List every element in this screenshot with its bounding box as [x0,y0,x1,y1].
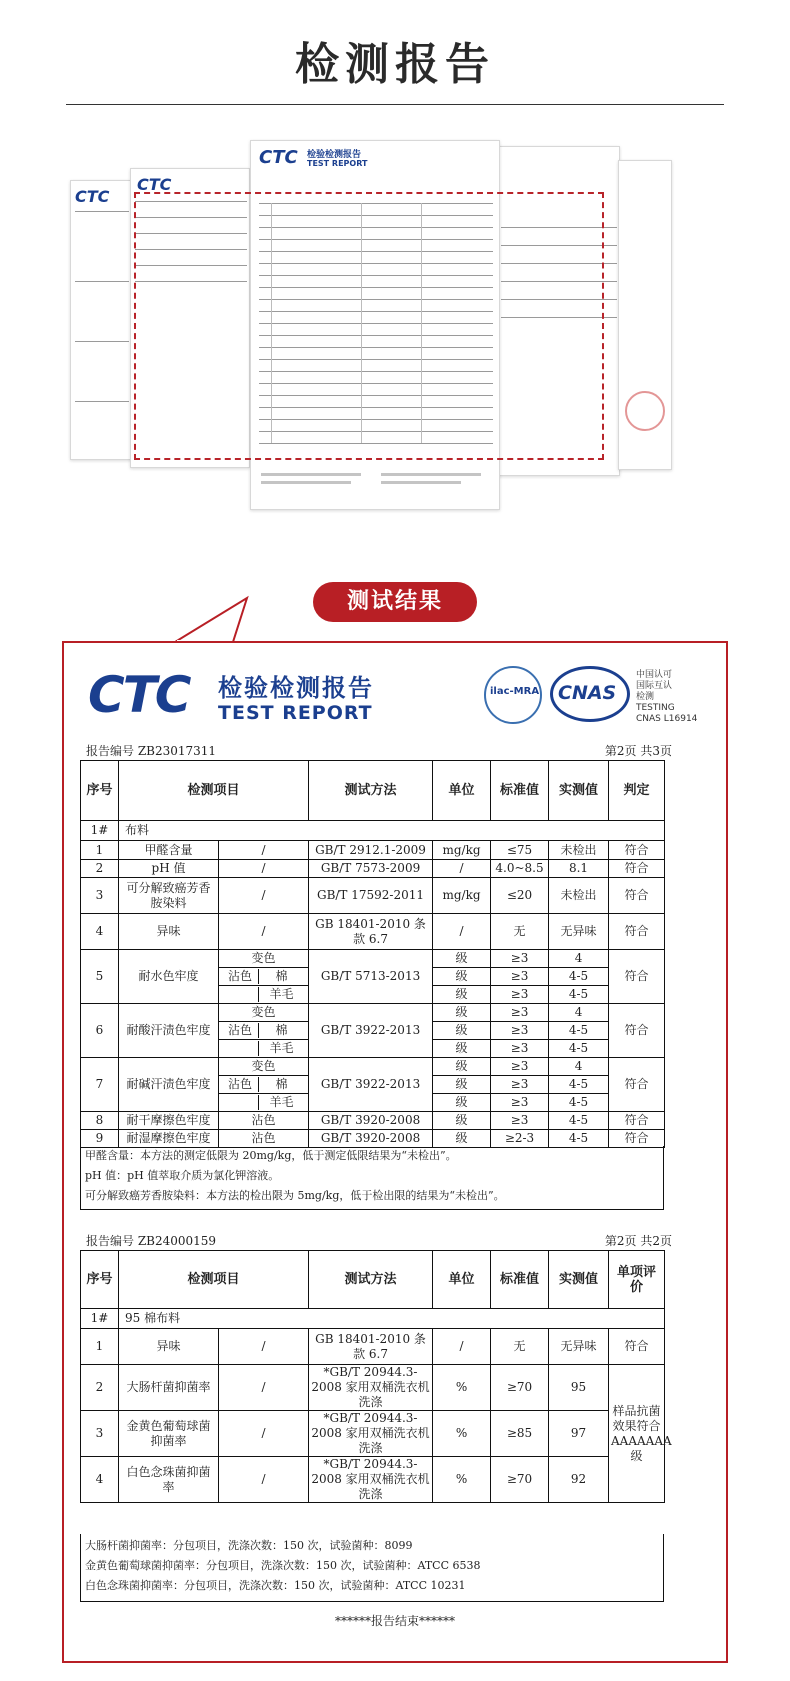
table-row: 沾色 棉 级 ≥3 4-5 [81,968,665,986]
table-row: 6 耐酸汗渍色牢度 变色 GB/T 3922-2013 级 ≥3 4 符合 [81,1004,665,1022]
callout-tail [175,592,315,644]
table-row: 羊毛 级 ≥3 4-5 [81,1040,665,1058]
cnas-side-text: 中国认可 国际互认 检测 TESTING CNAS L16914 [636,670,698,724]
table-row: 4 白色念珠菌抑菌率 / *GB/T 20944.3-2008 家用双桶洗衣机洗涤 % ≥70 92 [81,1457,665,1503]
preview-sheet-2: CTC [130,168,250,468]
logo-en-title: TEST REPORT [218,702,373,724]
report2-table [80,1250,672,1503]
logo-cn-title: 检验检测报告 [218,674,374,702]
table-row: 5 耐水色牢度 变色 GB/T 5713-2013 级 ≥3 4 符合 [81,950,665,968]
ctc-logo: CTC [88,666,190,724]
report1-group-row: 1# 布料 [81,821,665,841]
cnas-label: CNAS [558,682,617,704]
report2-header-row: 序号 检测项目 测试方法 单位 标准值 实测值 单项评价 [81,1251,665,1309]
table-row: 2 大肠杆菌抑菌率 / *GB/T 20944.3-2008 家用双桶洗衣机洗涤 % ≥70 95 样品抗菌效果符合AAAAAAA级 [81,1365,665,1411]
results-pill: 测试结果 [313,582,477,622]
report-logo-row [88,666,708,736]
table-row: 2 pH 值 / GB/T 7573-2009 / 4.0~8.5 8.1 符合 [81,860,665,878]
table-row: 7 耐碱汗渍色牢度 变色 GB/T 3922-2013 级 ≥3 4 符合 [81,1058,665,1076]
report2-notes: 大肠杆菌抑菌率：分包项目，洗涤次数：150 次，试验菌种：8099 金黄色葡萄球菌抑菌率：分包项目，洗涤次数：150 次，试验菌种：ATCC 6538 白色念珠菌抑菌率：分包项目，洗涤次数：150 次，试验菌种：ATCC 10231 [80,1534,664,1602]
table-row: 沾色 棉 级 ≥3 4-5 [81,1076,665,1094]
table-row: 羊毛 级 ≥3 4-5 [81,1094,665,1112]
preview-sheet-main: CTC 检验检测报告 TEST REPORT [250,140,500,510]
ilac-mra-label: ilac-MRA [490,686,540,697]
table-row: 9 耐湿摩擦色牢度 沾色 GB/T 3920-2008 级 ≥2-3 4-5 符合 [81,1130,665,1148]
report1-number: 报告编号 ZB23017311 [86,744,217,758]
table-row: 4 异味 / GB 18401-2010 条款 6.7 / 无 无异味 符合 [81,914,665,950]
table-row: 3 可分解致癌芳香胺染料 / GB/T 17592-2011 mg/kg ≤20 未检出 符合 [81,878,665,914]
table-row: 羊毛 级 ≥3 4-5 [81,986,665,1004]
table-row: 3 金黄色葡萄球菌抑菌率 / *GB/T 20944.3-2008 家用双桶洗衣机洗涤 % ≥85 97 [81,1411,665,1457]
preview-highlight-frame [134,192,604,460]
report2-number: 报告编号 ZB24000159 [86,1234,217,1248]
report1-table [80,760,665,1148]
table-row: 沾色 棉 级 ≥3 4-5 [81,1022,665,1040]
table-row: 1 异味 / GB 18401-2010 条款 6.7 / 无 无异味 符合 [81,1329,665,1365]
preview-sheet-5 [618,160,672,470]
report1-header [86,742,672,758]
report2-header [86,1232,672,1248]
report-end-line: ******报告结束****** [334,1614,455,1628]
table-row: 8 耐干摩擦色牢度 沾色 GB/T 3920-2008 级 ≥3 4-5 符合 [81,1112,665,1130]
report2-page: 第2页 共2页 [604,1234,672,1248]
report1-header-row: 序号 检测项目 测试方法 单位 标准值 实测值 判定 [81,761,665,821]
merged-verdict: 样品抗菌效果符合AAAAAAA级 [609,1365,665,1503]
table-row: 1 甲醛含量 / GB/T 2912.1-2009 mg/kg ≤75 未检出 符合 [81,841,665,860]
page-title: 检测报告 [295,39,495,90]
report2-group-row: 1# 95 棉布料 [81,1309,665,1329]
report1-page: 第2页 共3页 [604,744,672,758]
title-divider [66,104,724,105]
preview-sheet-1: CTC [70,180,132,460]
report1-notes: 甲醛含量：本方法的测定低限为 20mg/kg，低于测定低限结果为“未检出”。 pH 值：pH 值萃取介质为氯化钾溶液。 可分解致癌芳香胺染料：本方法的检出限为 5mg/kg，低于检出限的结果为“未检出”。 [80,1146,664,1210]
